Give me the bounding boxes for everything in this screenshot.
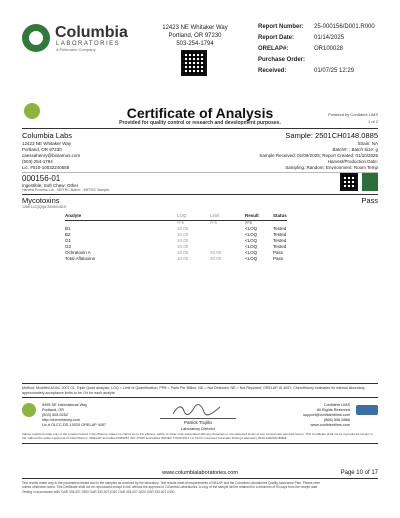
signature-line [160,418,236,419]
sample-line: Batch#: ; Batch Size: g [332,147,378,152]
cell-status: Pass [273,256,284,261]
lab-line: Portland, OR 97230 [22,147,62,152]
cell-result: <LOQ [245,232,258,237]
coa-title: Certificate of Analysis [126,105,274,121]
cell-status: Tested [273,244,287,249]
product-photo [362,173,378,191]
cell-status: Pass [273,250,284,255]
footer-right-line: (866) 506-5866 [324,418,350,422]
footer-right-line: All Rights Reserved [316,408,350,412]
cell-result: <LOQ [245,226,258,231]
unit-limit: PPB [210,221,218,225]
cell-loq: 10.00 [177,244,189,249]
mycotoxin-table [65,214,287,263]
coa-disclaimer: Values reported relate only to the product tested. ChemHistory makes no claims as to the efficacy, safety or other risks associated with any detected or non-detected levels of any compounds reported herein. This Certificate shall not be reproduced except in full, without the written approval of ChemHistory. ORELAP accredited ID#4057 ISO 17025 accredited ISO/IEC 17025:2017 Lic OLCC Licensed Cannabis Testing Laboratory #010-10020ACB3E8. [22,432,373,440]
footer-rule [22,478,378,479]
table-body [65,227,287,263]
report-number-value: 25-000156/D001.R000 [314,24,375,30]
columbia-logo-icon [22,24,50,52]
company-tag: A Pinkmann Company [56,47,96,52]
footer-right-line: www.confidentlims.com [310,423,350,427]
signer-title: Laboratory Director [180,426,216,431]
page-number: Page 10 of 17 [340,470,378,476]
footer-lab-line: Portland, OR [42,408,64,412]
cell-loq: 10.00 [177,256,189,261]
footer-note: unless otherwise noted. This Certificate shall not be reproduced except in full, without the approval of Columbia Laboratories. A copy of the sample will be retained for a minimum of 90 days from the receipt date [22,485,318,490]
lab-divider [22,172,378,173]
footer-right-line: Confident LIMS [323,403,350,407]
product-code: 000156-01 [22,174,61,183]
cell-analyte: B2 [65,232,71,237]
chemhistory-logo-icon [22,403,36,417]
lab-name: Columbia Labs [22,131,73,140]
received-value: 01/07/25 12:29 [314,68,355,74]
sample-line: Strain: NA [357,141,378,146]
sample-line: Harvest/Production Date: [327,159,378,164]
lab-line: Lic. #010-10032240558 [22,165,70,170]
cell-loq: 10.00 [177,250,189,255]
product-divider [22,194,378,195]
col-status: Status [273,213,287,218]
orelap-label: ORELAP#: [258,46,289,52]
lab-line: caessahenry@biotamus.com [22,153,81,158]
table-header [65,214,287,220]
report-number-label: Report Number: [258,24,304,30]
cell-analyte: G2 [65,244,72,249]
report-date-value: 01/14/2025 [314,35,345,41]
title-divider [22,128,378,129]
footer-lab-line: Lic.# OLCC-DD-10020 ORELAP 4057 [42,423,107,427]
cell-analyte: B1 [65,226,71,231]
cell-result: <LOQ [245,256,258,261]
cell-result: <LOQ [245,250,258,255]
header-qr-code[interactable] [181,50,207,76]
cell-loq: 10.00 [177,238,189,243]
col-limit: Limit [210,213,220,218]
cell-limit: 20.00 [210,256,222,261]
footer-lab-line: 5495 SE International Way [42,403,88,407]
cell-loq: 10.00 [177,232,189,237]
footer-note: Testing in accordance with: OAR 333-007-0300 OAR 333-007-0310 OAR 333-007-0320 OAR 333-007-0430 [22,489,175,494]
coa-page: 1 of 2 [367,119,378,124]
company-name: Columbia [55,24,128,41]
overall-result: Pass [361,196,378,205]
coa-bottom-rule [22,443,378,444]
purchase-order-label: Purchase Order: [258,57,306,63]
col-result: Result [245,213,259,218]
website-link[interactable]: www.columbialaboratories.com [162,470,238,476]
phone: 503-254-1794 [176,41,214,47]
confident-logo-icon [356,405,378,415]
orelap-value: OR100028 [314,46,344,52]
method-rule-bottom [22,397,378,398]
address-line-2: Portland, OR 97230 [168,33,222,39]
method-note: Method: Modified AOAC 2007.01; Triple Quad analysis; LOQ = Limit of Quantification; PPB = Parts Per Billion; ND = Not Detected; NR = Not Reported; ORELAP ID 4057; ChemHistory estimates its internal laboratory approximately acceptance limits to be 1% for each analyte. [22,386,365,395]
unit-loq: PPB [177,221,185,225]
sample-qr-code[interactable] [340,173,358,191]
footer-notes [22,481,378,494]
address-line-1: 12423 NE Whitaker Way [162,25,228,31]
sample-id: Sample: 2501CH0148.0885 [285,131,378,140]
cell-status: Tested [273,238,287,243]
lab-line: 12423 NE Whitaker Way [22,141,72,146]
coa-subtitle: Provided for quality control or research and development purposes. [119,120,281,126]
signature-image [170,403,225,417]
footer-lab-line: (503) 305-5252 [42,413,68,417]
cell-loq: 10.00 [177,226,189,231]
section-id: 1266 LC/QQQ# 20250108-5 [22,205,66,209]
report-date-label: Report Date: [258,35,295,41]
footer-lab-line: http://chemhistory.com [42,418,80,422]
section-title: Mycotoxins [22,196,60,205]
sample-line: Sample Received: 01/09/2025; Report Created: 01/10/2025 [259,153,378,158]
col-loq: LOQ [177,213,187,218]
col-analyte: Analyte [65,213,82,218]
product-note: Harvest Process Lot: ; METRC Batch: ; METRC Sample: [22,188,110,192]
cell-analyte: G1 [65,238,72,243]
cell-analyte: Ochratoxin A [65,250,91,255]
table-row [65,257,287,263]
powered-by: Powered by Confident LIMS [328,112,378,117]
cell-analyte: Total Aflatoxins [65,256,96,261]
sample-line: Sampling: Random; Environment: Room Temp [285,165,378,170]
lab-line: (503) 254-1794 [22,159,53,164]
signer-name: Patrick Trujillo [183,420,212,425]
product-type: Ingestible; Soft Chew; Other [22,183,79,188]
cell-status: Tested [273,226,287,231]
unit-result: PPB [245,221,253,225]
footer-note: Test results relate only to the parameters tested and to the samples as received by the laboratory. Test results meet all requirements of NELAP and the Columbia Laboratories Quality Assurance Plan. Please refer [22,481,321,485]
received-label: Received: [258,68,287,74]
cell-status: Tested [273,232,287,237]
cell-limit: 20.00 [210,250,222,255]
method-rule [22,383,378,384]
footer-right-line: support@confidentlims.com [303,413,350,417]
company-sub: LABORATORIES [56,41,121,47]
cell-result: <LOQ [245,244,258,249]
cell-result: <LOQ [245,238,258,243]
